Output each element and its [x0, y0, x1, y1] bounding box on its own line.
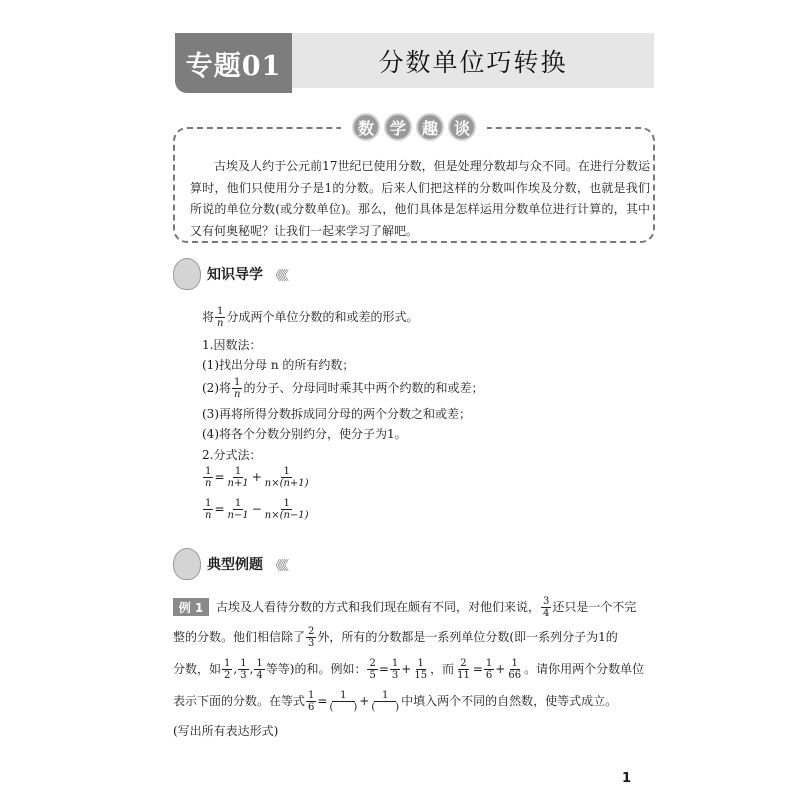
example-line-4: 表示下面的分数。在等式 $\frac{1}{6}$ = $\frac{1}{( )}$ + $\frac{1}{( )}$ 中填入两个不同的自然数，使等式成立。 [173, 690, 618, 713]
chevrons-icon: 《《《 [269, 268, 287, 284]
example-label: 例 1 [173, 598, 209, 616]
example-line-2: 整的分数。他们相信除了 $\frac{2}{3}$ 外，所有的分数都是一系列单位分数(即一系列分子为1的 [173, 626, 618, 649]
method1-title: 1.因数法： [202, 338, 262, 352]
formula-2: $\frac{1}{n}$ = $\frac{1}{n-1}$ − $\frac{1}{n\times(n-1)}$ [205, 498, 309, 521]
step-4: (4)将各个分数分别约分，使分子为1。 [202, 427, 407, 441]
page-number: 1 [622, 771, 632, 786]
guide-intro: 将 $\frac{1}{n}$ 分成两个单位分数的和或差的形式。 [202, 306, 419, 329]
formula-1: $\frac{1}{n}$ = $\frac{1}{n+1}$ + $\frac{1}{n\times(n+1)}$ [205, 466, 309, 489]
fun-title-char: 学 [384, 113, 412, 141]
chevrons-icon: 《《《 [269, 558, 287, 574]
method2-title: 2.分式法： [202, 448, 262, 462]
step-1: (1)找出分母 n 的所有约数； [202, 358, 355, 372]
fun-talk-text: 古埃及人约于公元前17世纪已使用分数，但是处理分数却与众不同。在进行分数运算时，他们只使用分子是1的分数。后来人们把这样的分数叫作埃及分数，也就是我们所说的单位分数(或分数单位)。那么，他们具体是怎样运用分数单位进行计算的，其中又有何奥秘呢？让我们一起来学习了解吧。 [190, 159, 650, 238]
step-3: (3)再将所得分数拆成同分母的两个分数之和或差； [202, 407, 471, 421]
guide-heading-text: 知识导学 [207, 267, 263, 283]
fun-title-char: 数 [352, 113, 380, 141]
answer-blank[interactable]: $\frac{1}{( )}$ [371, 690, 400, 713]
fun-talk-title [341, 110, 487, 144]
example-line-1: 古埃及人看待分数的方式和我们现在颇有不同，对他们来说， $\frac{3}{4}$ 还只是一个不完 [216, 596, 637, 619]
example-line-5: (写出所有表达形式) [173, 724, 279, 738]
examples-heading-text: 典型例题 [207, 557, 263, 573]
examples-heading [173, 548, 286, 580]
fraction: $\frac{1}{n}$ [217, 306, 224, 329]
step-2: (2)将 $\frac{1}{n}$ 的分子、分母同时乘其中两个约数的和或差； [202, 377, 484, 400]
fun-title-char: 谈 [448, 113, 476, 141]
guide-heading [173, 258, 286, 290]
page-title: 分数单位巧转换 [292, 33, 654, 88]
answer-blank[interactable]: $\frac{1}{( )}$ [329, 690, 358, 713]
example-line-3: 分数，如 $\frac{1}{2}$ , $\frac{1}{3}$ , $\frac{1}{4}$ 等等)的和。例如： $\frac{2}{5}$ = $\frac{1}{3}$ + $\frac{1}{15}$ ，而 $\frac{2}{11}$ = $\frac{1}{6}$ + $\frac{1}{66}$ 。请你用两个分数单位 [173, 658, 645, 681]
fun-title-char: 趣 [416, 113, 444, 141]
mouse-mascot-icon [173, 258, 201, 290]
fraction: $\frac{1}{n}$ [234, 377, 241, 400]
mouse-mascot-icon [173, 548, 201, 580]
topic-label: 专题01 [175, 33, 292, 93]
